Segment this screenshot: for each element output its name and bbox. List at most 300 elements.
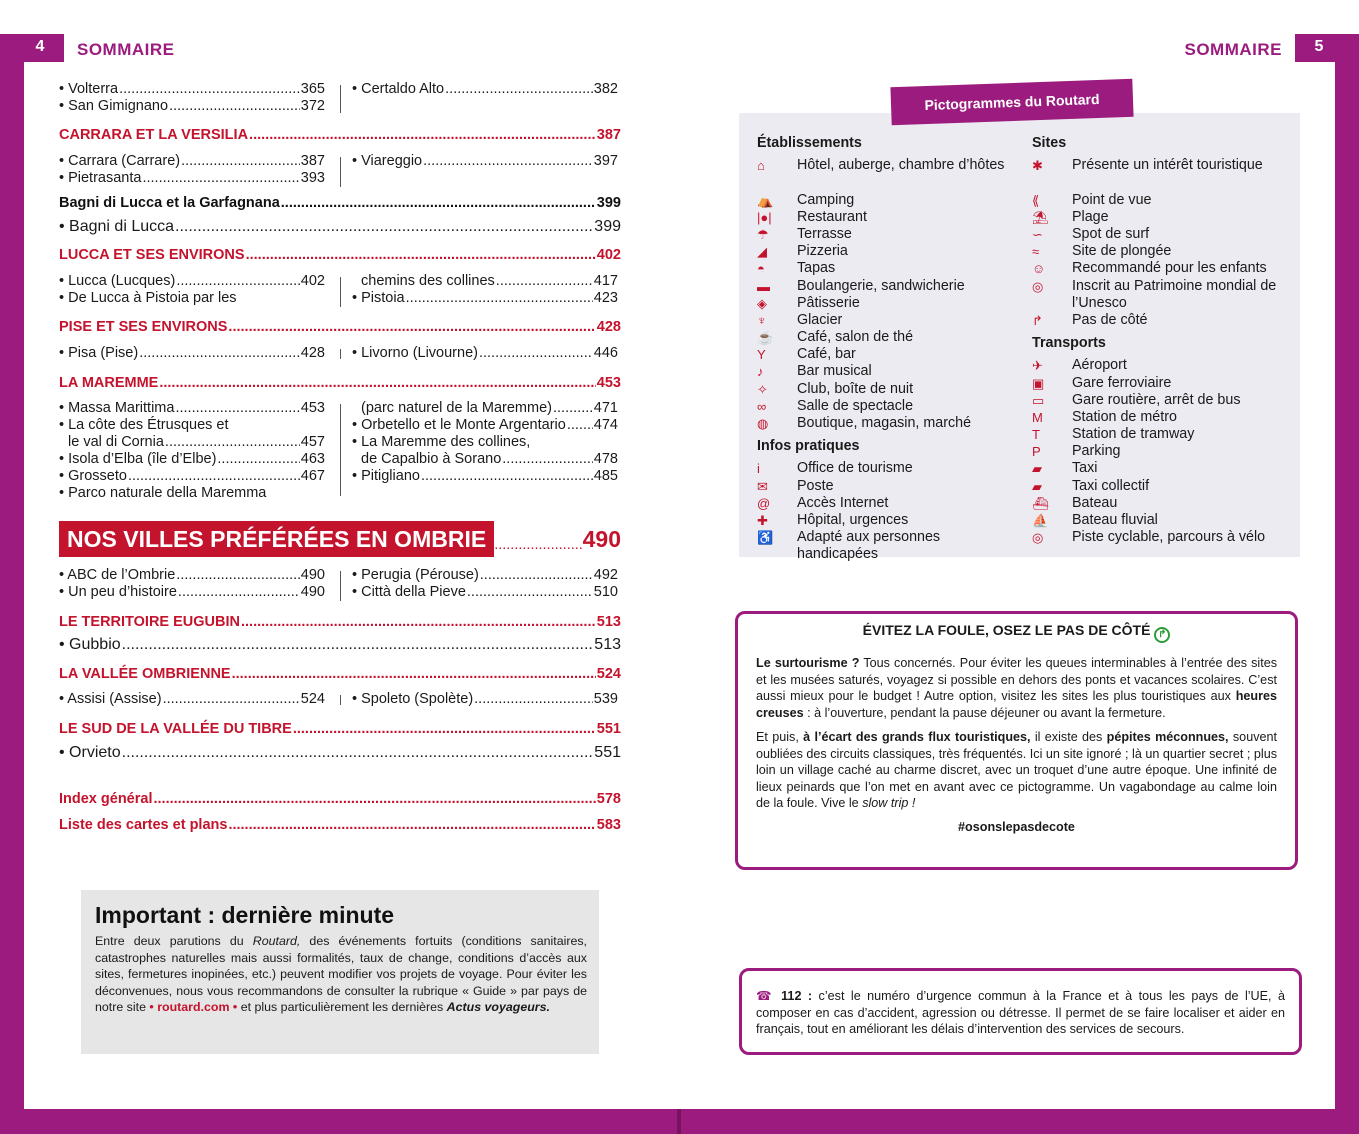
toc-entry-page: 428 <box>300 345 325 361</box>
toc-entry-page: 478 <box>593 451 618 467</box>
legend-item-label: Café, bar <box>797 346 856 363</box>
pictogram-column-left <box>757 135 1027 564</box>
legend-item-label: Taxi collectif <box>1072 477 1150 494</box>
legend-item-label: Recommandé pour les enfants <box>1072 260 1267 277</box>
toc-entry[interactable] <box>59 636 621 653</box>
sight-icon: ✱ <box>1032 158 1043 174</box>
legend-item <box>757 312 1027 329</box>
legend-item <box>1032 409 1292 426</box>
pizza-icon: ◢ <box>757 244 767 260</box>
leader-dots <box>246 245 596 265</box>
toc-column-right <box>352 567 618 601</box>
toc-entry[interactable] <box>352 153 618 170</box>
toc-entry-label: • La côte des Étrusques et <box>59 417 229 433</box>
toc-entry-label: • San Gimignano <box>59 98 169 114</box>
toc-entry[interactable] <box>352 567 618 584</box>
toc-column-left <box>59 153 325 187</box>
legend-heading: Sites <box>1032 135 1067 151</box>
kids-icon: ☺ <box>1032 261 1046 277</box>
toc-entry[interactable] <box>59 400 325 417</box>
legend-item-label: Tapas <box>797 260 836 277</box>
toc-entry-page: 397 <box>593 153 618 169</box>
legend-item <box>757 329 1027 346</box>
legend-item-label: Plage <box>1072 208 1109 225</box>
at-icon: @ <box>757 495 771 511</box>
phone-icon: ☎ <box>756 989 775 1003</box>
bus-icon: ▭ <box>1032 392 1045 408</box>
leader-dots <box>169 98 300 115</box>
show-icon: ∞ <box>757 398 767 414</box>
toc-entry-label: de Capalbio à Sorano <box>361 451 502 467</box>
legend-item <box>757 278 1027 295</box>
toc-section-label: LE TERRITOIRE EUGUBIN <box>59 614 240 630</box>
toc-entry-page: 382 <box>593 81 618 97</box>
toc-entry-page: 387 <box>300 153 325 169</box>
leader-dots <box>228 317 595 337</box>
shop-icon: ◍ <box>757 416 769 432</box>
legend-item <box>757 363 1027 380</box>
legend-item-label: Parking <box>1072 443 1121 460</box>
toc-section-page: 578 <box>596 791 621 807</box>
legend-item <box>757 415 1027 432</box>
toc-section[interactable] <box>59 612 621 632</box>
toc-column-left <box>59 273 325 307</box>
music-icon: ♪ <box>757 364 764 380</box>
important-text: Entre deux parutions du Routard, des événements fortuits (conditions sanitaires, catastrophes naturelles mais aussi formalités, taux de change, conditions d’accès aux sites, fermetures inopinées, etc.) peuvent modifier vos projets de voyage. Pour éviter les déconvenues, nous vous recommandons de consulter la rubrique « Guide » par pays de notre site • routard.com • et plus particulièrement les dernières Actus voyageurs. <box>95 934 587 1014</box>
legend-heading: Transports <box>1032 335 1106 352</box>
column-divider <box>340 277 341 307</box>
toc-entry[interactable] <box>352 691 618 708</box>
left-page-header: SOMMAIRE <box>77 40 175 59</box>
tram-icon: T <box>1032 427 1040 443</box>
legend-item-label: Camping <box>797 191 855 208</box>
offbeat-tip-title: ÉVITEZ LA FOULE, OSEZ LE PAS DE CÔTÉ ↱ <box>756 622 1277 643</box>
legend-item-label: Piste cyclable, parcours à vélo <box>1072 529 1266 546</box>
legend-item-label: Spot de surf <box>1072 225 1150 242</box>
mail-icon: ✉ <box>757 478 768 494</box>
legend-item-label: Salle de spectacle <box>797 397 914 414</box>
legend-item <box>1032 278 1292 312</box>
column-divider <box>340 85 341 113</box>
toc-section[interactable] <box>59 373 621 393</box>
toc-entry[interactable] <box>59 434 325 451</box>
left-page-border <box>0 34 24 1110</box>
icecream-icon: ♆ <box>757 312 767 328</box>
legend-item-label: Aéroport <box>1072 357 1127 374</box>
legend-item <box>1032 460 1292 477</box>
legend-item <box>1032 512 1292 529</box>
legend-item-label: Glacier <box>797 311 843 328</box>
legend-item-label: Poste <box>797 477 834 494</box>
toc-entry-label: • Viareggio <box>352 153 423 169</box>
toc-entry[interactable] <box>352 345 618 362</box>
toc-section[interactable] <box>59 317 621 337</box>
toc-entry[interactable] <box>59 485 325 502</box>
viewpoint-icon: ⟪ <box>1032 192 1040 208</box>
club-icon: ✧ <box>757 381 768 397</box>
toc-column-right <box>352 345 618 362</box>
toc-section[interactable] <box>59 245 621 265</box>
toc-entry-page: 539 <box>593 691 618 707</box>
tea-icon: ☕ <box>757 330 774 346</box>
toc-section[interactable] <box>59 789 621 809</box>
toc-entry[interactable] <box>59 273 325 290</box>
toc-section-page: 399 <box>596 195 621 211</box>
emergency-box <box>739 968 1302 1055</box>
leader-dots <box>176 273 299 290</box>
legend-item-label: Bateau fluvial <box>1072 512 1158 528</box>
toc-entry[interactable] <box>352 273 618 290</box>
toc-entry-page: 471 <box>593 400 618 416</box>
legend-item <box>757 495 1027 512</box>
toc-entry-label: • Carrara (Carrare) <box>59 153 181 169</box>
toc-entry-page: 393 <box>300 170 325 186</box>
leader-dots <box>163 691 300 708</box>
leader-dots <box>502 451 593 468</box>
river-boat-icon: ⛵ <box>1032 513 1049 528</box>
accessibility-icon: ♿ <box>757 530 774 546</box>
hospital-icon: ✚ <box>757 512 768 528</box>
toc-entry[interactable] <box>352 434 618 451</box>
legend-item <box>757 260 1027 277</box>
train-icon: ▣ <box>1032 375 1045 391</box>
legend-item-label: Terrasse <box>797 225 852 242</box>
toc-entry-label: • Pisa (Pise) <box>59 345 139 361</box>
toc-entry-page: 513 <box>594 636 621 653</box>
toc-entry-page: 402 <box>300 273 325 289</box>
legend-item <box>757 529 1027 563</box>
toc-entry-label: • Grosseto <box>59 468 127 484</box>
toc-entry[interactable] <box>59 290 325 307</box>
leader-dots <box>142 170 299 187</box>
offbeat-hashtag: #osonslepasdecote <box>958 819 1075 834</box>
offbeat-tip-paragraph-2: Et puis, à l’écart des grands flux touristiques, il existe des pépites méconnues, souvent oubliées des circuits classiques, très fréquentés. Ici un site ignoré ; là un quartier secret ; plus loin un village caché au charme discret, avec un troquet d’une autre époque. Une infinité de lieux peinards que l’on met en avant avec ce pictogramme. Un vagabondage au calme loin de la foule. Vive le slow trip ! <box>756 730 1277 810</box>
toc-entry-label: • Livorno (Livourne) <box>352 345 478 361</box>
taxi-icon: ▰ <box>1032 461 1042 477</box>
leader-dots <box>480 567 593 584</box>
toc-column-left <box>59 567 325 601</box>
toc-column-left <box>59 691 325 708</box>
ombrie-chapter-entry[interactable] <box>59 521 621 557</box>
leader-dots <box>228 815 595 835</box>
leader-dots <box>153 789 595 809</box>
toc-entry-page: 510 <box>593 584 618 600</box>
toc-section[interactable] <box>59 125 621 145</box>
legend-item <box>1032 357 1292 374</box>
leader-dots <box>175 218 593 235</box>
toc-entry-label: • La Maremme des collines, <box>352 434 531 450</box>
leader-dots <box>128 468 300 485</box>
toc-column-right <box>352 153 618 170</box>
toc-section-label: LUCCA ET SES ENVIRONS <box>59 247 245 263</box>
legend-item-label: Office de tourisme <box>797 460 913 477</box>
toc-entry-label: • Perugia (Pérouse) <box>352 567 479 583</box>
leader-dots <box>496 273 593 290</box>
pastry-icon: ◈ <box>757 295 767 311</box>
toc-section-page: 524 <box>596 666 621 682</box>
beach-icon: ⛱ <box>1032 209 1049 225</box>
leader-dots <box>241 612 596 632</box>
bike-icon: ◎ <box>1032 530 1044 546</box>
legend-item-label: Café, salon de thé <box>797 329 914 346</box>
toc-entry-label: • Spoleto (Spolète) <box>352 691 474 707</box>
toc-entry[interactable] <box>59 345 325 362</box>
legend-item <box>757 243 1027 260</box>
offbeat-tip-paragraph-1: Le surtourisme ? Tous concernés. Pour éviter les queues interminables à l’entrée des sites et les musées saturés, voyagez si possible en dehors des ponts et vacances scolaires. C’est aussi mieux pour le budget ! Autre option, visitez les sites les plus touristiques aux heures creuses : à l’ouverture, pendant la pause déjeuner ou avant la fermeture. <box>756 656 1278 720</box>
toc-section[interactable] <box>59 664 621 684</box>
legend-item <box>1032 312 1292 329</box>
toc-entry-page: 474 <box>593 417 618 433</box>
toc-entry-label: • Città della Pieve <box>352 584 466 600</box>
legend-item <box>1032 375 1292 392</box>
leader-dots <box>176 567 300 584</box>
toc-entry-label: • Orvieto <box>59 744 121 761</box>
pictogram-column-right <box>1032 135 1292 564</box>
legend-item-label: Adapté aux personnes handicapées <box>797 529 941 563</box>
legend-item <box>757 157 1027 191</box>
airport-icon: ✈ <box>1032 358 1043 374</box>
toc-entry[interactable] <box>59 691 325 708</box>
leader-dots <box>553 400 593 417</box>
right-page-header: SOMMAIRE <box>1184 40 1282 59</box>
column-divider <box>340 349 341 359</box>
offbeat-icon: ↱ <box>1154 627 1170 643</box>
toc-entry-label: • Orbetello et le Monte Argentario <box>352 417 566 433</box>
legend-item <box>757 381 1027 398</box>
leader-dots <box>421 468 593 485</box>
legend-item-label: Point de vue <box>1072 191 1152 208</box>
legend-item-label: Club, boîte de nuit <box>797 380 914 397</box>
column-divider <box>340 571 341 601</box>
toc-entry-label: • De Lucca à Pistoia par les <box>59 290 237 306</box>
legend-item-label: Pizzeria <box>797 243 848 260</box>
legend-item <box>757 346 1027 363</box>
leader-dots <box>281 193 596 213</box>
legend-item-label: Hôpital, urgences <box>797 511 909 528</box>
surf-icon: ∽ <box>1032 226 1043 242</box>
toc-entry-label: le val di Cornia <box>68 434 164 450</box>
left-page-number: 4 <box>35 38 45 55</box>
offbeat-tip-box <box>735 611 1298 870</box>
toc-entry[interactable] <box>352 468 618 485</box>
leader-dots <box>178 584 300 601</box>
toc-entry[interactable] <box>352 417 618 434</box>
legend-item-label: Boulangerie, sandwicherie <box>797 277 965 294</box>
leader-dots <box>159 373 595 393</box>
toc-entry[interactable] <box>352 400 618 417</box>
boat-icon: ⛴ <box>1032 495 1049 511</box>
toc-section-label: CARRARA ET LA VERSILIA <box>59 127 249 143</box>
toc-entry-label: • Pitigliano <box>352 468 420 484</box>
toc-entry[interactable] <box>352 584 618 601</box>
info-icon: i <box>757 461 760 477</box>
toc-entry-label: • Bagni di Lucca <box>59 218 175 235</box>
legend-item-label: Accès Internet <box>797 494 889 511</box>
toc-entry[interactable] <box>59 98 325 115</box>
toc-section[interactable] <box>59 719 621 739</box>
important-notice <box>81 890 599 1054</box>
toc-entry-label: • Lucca (Lucques) <box>59 273 176 289</box>
toc-column-right <box>352 691 618 708</box>
toc-entry-page: 485 <box>593 468 618 484</box>
legend-item-label: Inscrit au Patrimoine mondial de l’Unesco <box>1072 277 1277 311</box>
toc-section[interactable] <box>59 815 621 835</box>
leader-dots <box>122 636 594 653</box>
column-divider <box>340 695 341 705</box>
page-gutter <box>677 1109 681 1134</box>
toc-entry-page: 551 <box>594 744 621 761</box>
restaurant-icon: |●| <box>757 209 772 225</box>
toc-entry-label: • Pistoia <box>352 290 405 306</box>
legend-item <box>757 209 1027 226</box>
leader-dots <box>175 400 299 417</box>
legend-item-label: Pâtisserie <box>797 294 860 311</box>
toc-column-right <box>352 400 618 485</box>
unesco-icon: ◎ <box>1032 278 1044 294</box>
legend-item <box>1032 226 1292 243</box>
legend-item <box>1032 392 1292 409</box>
legend-item-label: Gare ferroviaire <box>1072 374 1172 391</box>
legend-item <box>757 398 1027 415</box>
toc-entry-page: 417 <box>593 273 618 289</box>
toc-entry-label: • Isola d’Elba (île d’Elbe) <box>59 451 217 467</box>
important-title: Important : dernière minute <box>95 902 395 928</box>
toc-entry-page: 524 <box>300 691 325 707</box>
legend-item-label: Pas de côté <box>1072 311 1148 328</box>
toc-entry[interactable] <box>352 81 618 98</box>
pictogram-legend-tab: Pictogrammes du Routard <box>890 79 1133 125</box>
toc-section-page: 453 <box>596 375 621 391</box>
legend-item <box>757 295 1027 312</box>
legend-item-label: Boutique, magasin, marché <box>797 415 972 432</box>
toc-entry[interactable] <box>59 451 325 468</box>
toc-entry-label: • Gubbio <box>59 636 121 653</box>
toc-column-right <box>352 273 618 307</box>
toc-entry-label: • Un peu d’histoire <box>59 584 177 600</box>
column-divider <box>340 157 341 187</box>
toc-section-label: LA MAREMME <box>59 375 159 391</box>
legend-item-label: Présente un intérêt touristique <box>1072 157 1263 174</box>
emergency-text: ☎ 112 : c’est le numéro d’urgence commun à la France et à tous les pays de l’UE, à composer en cas d’accident, agression ou détresse. Il permet de se faire localiser et aider en français, tout en améliorant les délais d’intervention des services de secours. <box>756 989 1286 1036</box>
leader-dots <box>139 345 300 362</box>
leader-dots <box>217 451 299 468</box>
leader-dots <box>494 537 582 553</box>
toc-entry-page: 423 <box>593 290 618 306</box>
camping-icon: ⛺ <box>757 192 774 208</box>
toc-section-page: 583 <box>596 817 621 833</box>
toc-column-left <box>59 81 325 115</box>
toc-entry[interactable] <box>59 417 325 434</box>
toc-entry[interactable] <box>59 81 325 98</box>
terrace-icon: ☂ <box>757 226 769 242</box>
leader-dots <box>423 153 593 170</box>
legend-item <box>757 512 1027 529</box>
toc-section-page: 428 <box>596 319 621 335</box>
legend-item <box>757 226 1027 243</box>
legend-item <box>1032 209 1292 226</box>
toc-entry-page: 372 <box>300 98 325 114</box>
right-page-border <box>1335 34 1359 1110</box>
leader-dots <box>293 719 596 739</box>
routard-link[interactable]: • routard.com • <box>149 1000 238 1014</box>
bar-icon: Y <box>757 347 766 363</box>
toc-entry[interactable] <box>59 584 325 601</box>
toc-entry[interactable] <box>352 290 618 307</box>
parking-icon: P <box>1032 444 1041 460</box>
toc-entry-page: 399 <box>594 218 621 235</box>
toc-section-page: 402 <box>596 247 621 263</box>
toc-entry-page: 365 <box>300 81 325 97</box>
shared-taxi-icon: ▰ <box>1032 478 1042 494</box>
toc-section[interactable] <box>59 193 621 213</box>
toc-section-label: Bagni di Lucca et la Garfagnana <box>59 195 280 211</box>
toc-section-page: 387 <box>596 127 621 143</box>
legend-item-label: Restaurant <box>797 208 867 225</box>
legend-heading: Établissements <box>757 135 862 151</box>
toc-entry[interactable] <box>59 468 325 485</box>
legend-item <box>757 478 1027 495</box>
toc-entry[interactable] <box>59 153 325 170</box>
toc-entry-page: 446 <box>593 345 618 361</box>
toc-section-label: LA VALLÉE OMBRIENNE <box>59 666 231 682</box>
toc-entry-page: 463 <box>300 451 325 467</box>
toc-entry[interactable] <box>352 451 618 468</box>
legend-item-label: Taxi <box>1072 460 1098 477</box>
legend-item <box>1032 426 1292 443</box>
toc-entry-label: • Volterra <box>59 81 119 97</box>
legend-item <box>1032 260 1292 277</box>
toc-entry-page: 467 <box>300 468 325 484</box>
toc-entry[interactable] <box>59 218 621 235</box>
toc-entry[interactable] <box>59 744 621 761</box>
leader-dots <box>474 691 593 708</box>
toc-entry[interactable] <box>59 170 325 187</box>
legend-item <box>1032 243 1292 260</box>
legend-item-label: Station de tramway <box>1072 426 1195 443</box>
leader-dots <box>232 664 596 684</box>
toc-entry-label: • Certaldo Alto <box>352 81 445 97</box>
diving-icon: ≈ <box>1032 244 1040 260</box>
legend-item <box>1032 495 1292 512</box>
toc-section-label: PISE ET SES ENVIRONS <box>59 319 228 335</box>
toc-entry-page: 490 <box>300 584 325 600</box>
leader-dots <box>249 125 596 145</box>
toc-entry-label: • ABC de l’Ombrie <box>59 567 176 583</box>
toc-entry[interactable] <box>59 567 325 584</box>
toc-entry-label: • Pietrasanta <box>59 170 142 186</box>
toc-entry-page: 453 <box>300 400 325 416</box>
legend-item <box>1032 192 1292 209</box>
legend-item <box>1032 478 1292 495</box>
ombrie-chapter-title: NOS VILLES PRÉFÉRÉES EN OMBRIE <box>59 521 494 557</box>
toc-section-page: 551 <box>596 721 621 737</box>
legend-item-label: Hôtel, auberge, chambre d’hôtes <box>797 157 1005 174</box>
toc-entry-label: • Massa Marittima <box>59 400 175 416</box>
legend-item <box>757 192 1027 209</box>
toc-entry-label: • Parco naturale della Maremma <box>59 485 267 501</box>
toc-entry-label: chemins des collines <box>361 273 495 289</box>
leader-dots <box>122 744 594 761</box>
toc-section-label: LE SUD DE LA VALLÉE DU TIBRE <box>59 721 292 737</box>
legend-item-label: Bateau <box>1072 494 1118 511</box>
toc-column-left <box>59 345 325 362</box>
toc-section-page: 513 <box>596 614 621 630</box>
legend-item <box>1032 157 1292 191</box>
legend-item <box>757 460 1027 477</box>
offbeat-icon: ↱ <box>1032 312 1043 328</box>
legend-heading: Infos pratiques <box>757 438 860 455</box>
toc-section-label: Liste des cartes et plans <box>59 817 228 833</box>
